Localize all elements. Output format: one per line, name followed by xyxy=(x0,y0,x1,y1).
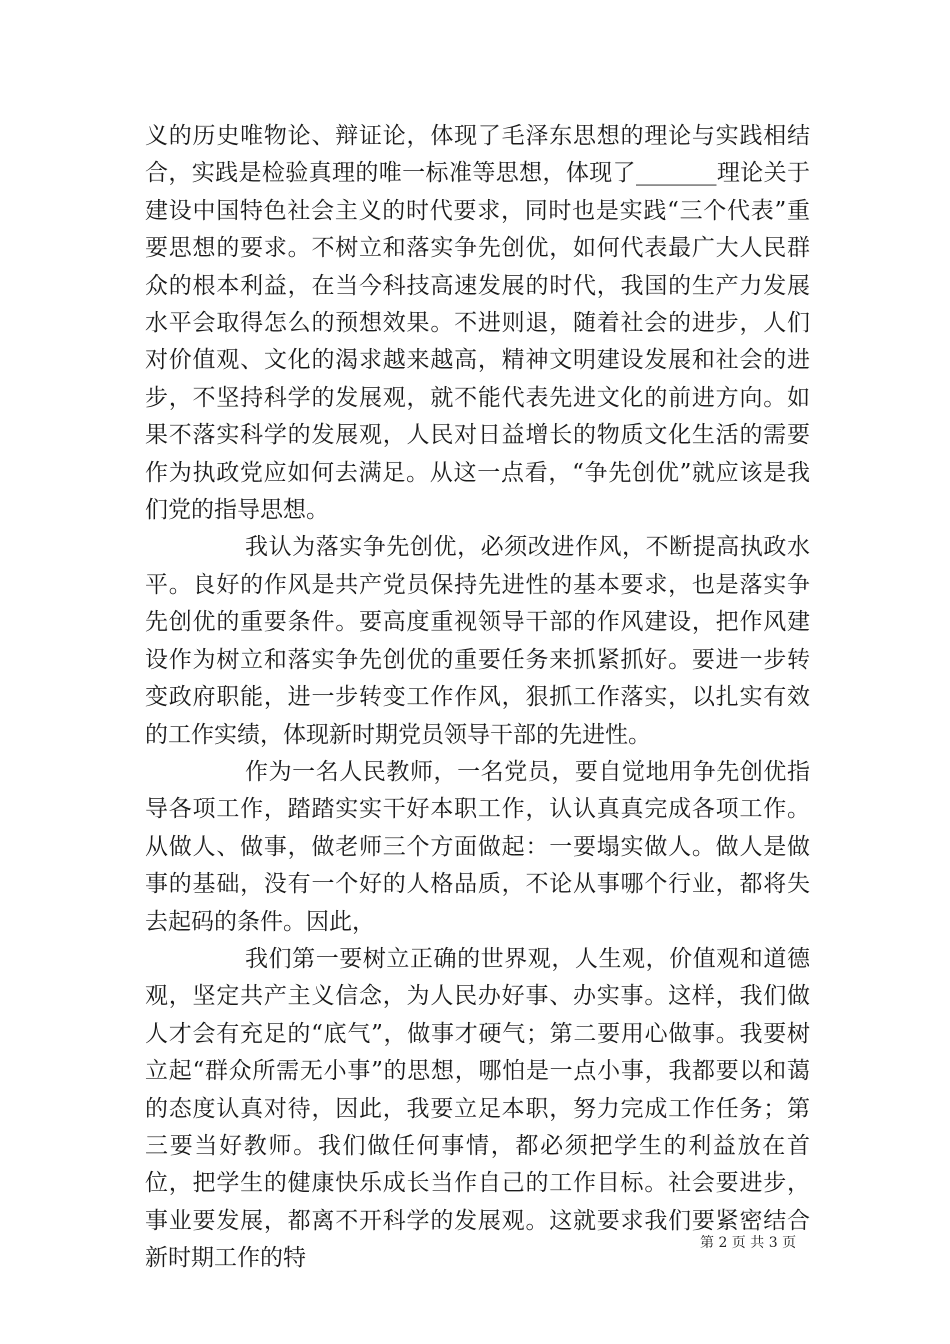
paragraph-4: 我们第一要树立正确的世界观，人生观，价值观和道德观，坚定共产主义信念，为人民办好事、办实事。这样，我们做人才会有充足的“底气”，做事才硬气；第二要用心做事。我要树立起“群众所需无小事”的思想，哪怕是一点小事，我都要以和蔼的态度认真对待，因此，我要立足本职，努力完成工作任务；第三要当好教师。我们做任何事情，都必须把学生的利益放在首位，把学生的健康快乐成长当作自己的工作目标。社会要进步，事业要发展，都离不开科学的发展观。这就要求我们要紧密结合新时期工作的特 xyxy=(145,945,810,1272)
document-body xyxy=(145,118,810,1278)
paragraph-2: 我认为落实争先创优，必须改进作风，不断提高执政水平。良好的作风是共产党员保持先进性的基本要求，也是落实争先创优的重要条件。要高度重视领导干部的作风建设，把作风建设作为树立和落实争先创优的重要任务来抓紧抓好。要进一步转变政府职能，进一步转变工作作风，狠抓工作落实，以扎实有效的工作实绩，体现新时期党员领导干部的先进性。 xyxy=(145,534,810,748)
paragraph-1: 义的历史唯物论、辩证论，体现了毛泽东思想的理论与实践相结合，实践是检验真理的唯一标准等思想，体现了_______理论关于建设中国特色社会主义的时代要求，同时也是实践“三个代表”重要思想的要求。不树立和落实争先创优，如何代表最广大人民群众的根本利益，在当今科技高速发展的时代，我国的生产力发展水平会取得怎么的预想效果。不进则退，随着社会的进步，人们对价值观、文化的渴求越来越高，精神文明建设发展和社会的进步，不坚持科学的发展观，就不能代表先进文化的前进方向。如果不落实科学的发展观，人民对日益增长的物质文化生活的需要作为执政党应如何去满足。从这一点看，“争先创优”就应该是我们党的指导思想。 xyxy=(145,123,810,524)
page-number-footer: 第 2 页 共 3 页 xyxy=(700,1235,797,1251)
paragraph-3: 作为一名人民教师，一名党员，要自觉地用争先创优指导各项工作，踏踏实实干好本职工作，认认真真完成各项工作。从做人、做事，做老师三个方面做起：一要塌实做人。做人是做事的基础，没有一个好的人格品质，不论从事哪个行业，都将失去起码的条件。因此， xyxy=(145,758,810,935)
